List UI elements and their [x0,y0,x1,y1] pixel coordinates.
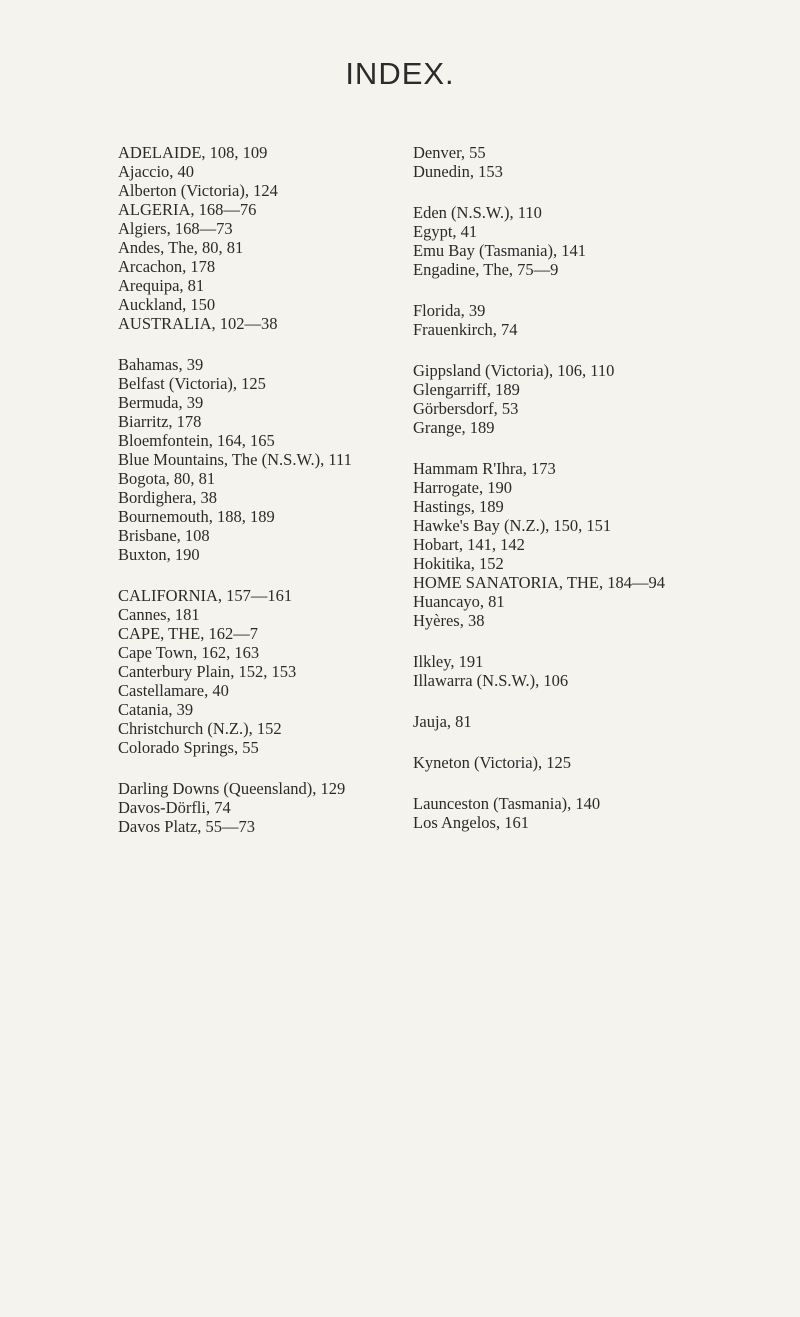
index-entry: Biarritz, 178 [118,412,202,431]
index-group [413,753,713,772]
index-group [413,143,713,181]
index-entry: Darling Downs (Queensland), 129 [118,779,346,798]
index-entry: CALIFORNIA, 157—161 [118,586,293,605]
index-entry: Frauenkirch, 74 [413,320,518,339]
index-entry: Arcachon, 178 [118,257,216,276]
index-entry: Buxton, 190 [118,545,200,564]
index-entry: Florida, 39 [413,301,486,320]
index-column-right [413,143,713,854]
index-entry: Hokitika, 152 [413,554,504,573]
index-entry: Andes, The, 80, 81 [118,238,244,257]
index-entry: Denver, 55 [413,143,486,162]
index-entry: Hyères, 38 [413,611,485,630]
index-entry: Emu Bay (Tasmania), 141 [413,241,586,260]
index-entry: Hawke's Bay (N.Z.), 150, 151 [413,516,612,535]
index-group [413,361,713,437]
index-entry: Brisbane, 108 [118,526,210,545]
index-group [413,712,713,731]
index-entry: Huancayo, 81 [413,592,505,611]
index-entry: Harrogate, 190 [413,478,512,497]
index-entry: Colorado Springs, 55 [118,738,259,757]
index-entry: Christchurch (N.Z.), 152 [118,719,282,738]
index-entry: Görbersdorf, 53 [413,399,519,418]
index-entry: Launceston (Tasmania), 140 [413,794,601,813]
index-entry: Kyneton (Victoria), 125 [413,753,572,772]
index-entry: Hastings, 189 [413,497,504,516]
index-entry: Bloemfontein, 164, 165 [118,431,275,450]
index-group [118,143,408,333]
index-entry: Glengarriff, 189 [413,380,520,399]
index-group [413,203,713,279]
index-entry: Gippsland (Victoria), 106, 110 [413,361,615,380]
index-group [413,459,713,630]
index-entry: Egypt, 41 [413,222,478,241]
index-entry: Engadine, The, 75—9 [413,260,559,279]
index-entry: Hammam R'Ihra, 173 [413,459,556,478]
index-entry: AUSTRALIA, 102—38 [118,314,278,333]
index-entry: Cannes, 181 [118,605,200,624]
index-entry: Jauja, 81 [413,712,472,731]
index-entry: Belfast (Victoria), 125 [118,374,266,393]
index-entry: Auckland, 150 [118,295,216,314]
index-entry: Bogota, 80, 81 [118,469,216,488]
index-column-left [118,143,408,858]
index-entry: Hobart, 141, 142 [413,535,525,554]
index-entry: Grange, 189 [413,418,495,437]
page-title: INDEX. [345,56,455,91]
index-entry: Blue Mountains, The (N.S.W.), 111 [118,450,352,469]
index-group [413,652,713,690]
index-entry: ALGERIA, 168—76 [118,200,257,219]
index-entry: Bordighera, 38 [118,488,217,507]
index-entry: Davos-Dörfli, 74 [118,798,231,817]
index-entry: Davos Platz, 55—73 [118,817,256,836]
index-entry: Cape Town, 162, 163 [118,643,260,662]
index-entry: CAPE, THE, 162—7 [118,624,258,643]
index-entry: Ilkley, 191 [413,652,484,671]
index-entry: Los Angelos, 161 [413,813,529,832]
index-entry: Alberton (Victoria), 124 [118,181,278,200]
index-group [118,586,408,757]
index-entry: ADELAIDE, 108, 109 [118,143,268,162]
index-entry: Bahamas, 39 [118,355,204,374]
index-entry: Canterbury Plain, 152, 153 [118,662,297,681]
index-entry: Algiers, 168—73 [118,219,233,238]
index-entry: Bermuda, 39 [118,393,204,412]
index-entry: HOME SANATORIA, THE, 184—94 [413,573,665,592]
index-group [118,779,408,836]
index-entry: Dunedin, 153 [413,162,503,181]
index-entry: Ajaccio, 40 [118,162,195,181]
index-entry: Arequipa, 81 [118,276,205,295]
index-entry: Illawarra (N.S.W.), 106 [413,671,569,690]
index-entry: Eden (N.S.W.), 110 [413,203,542,222]
index-entry: Bournemouth, 188, 189 [118,507,275,526]
index-group [413,301,713,339]
index-entry: Castellamare, 40 [118,681,229,700]
index-group [413,794,713,832]
index-entry: Catania, 39 [118,700,194,719]
index-group [118,355,408,564]
